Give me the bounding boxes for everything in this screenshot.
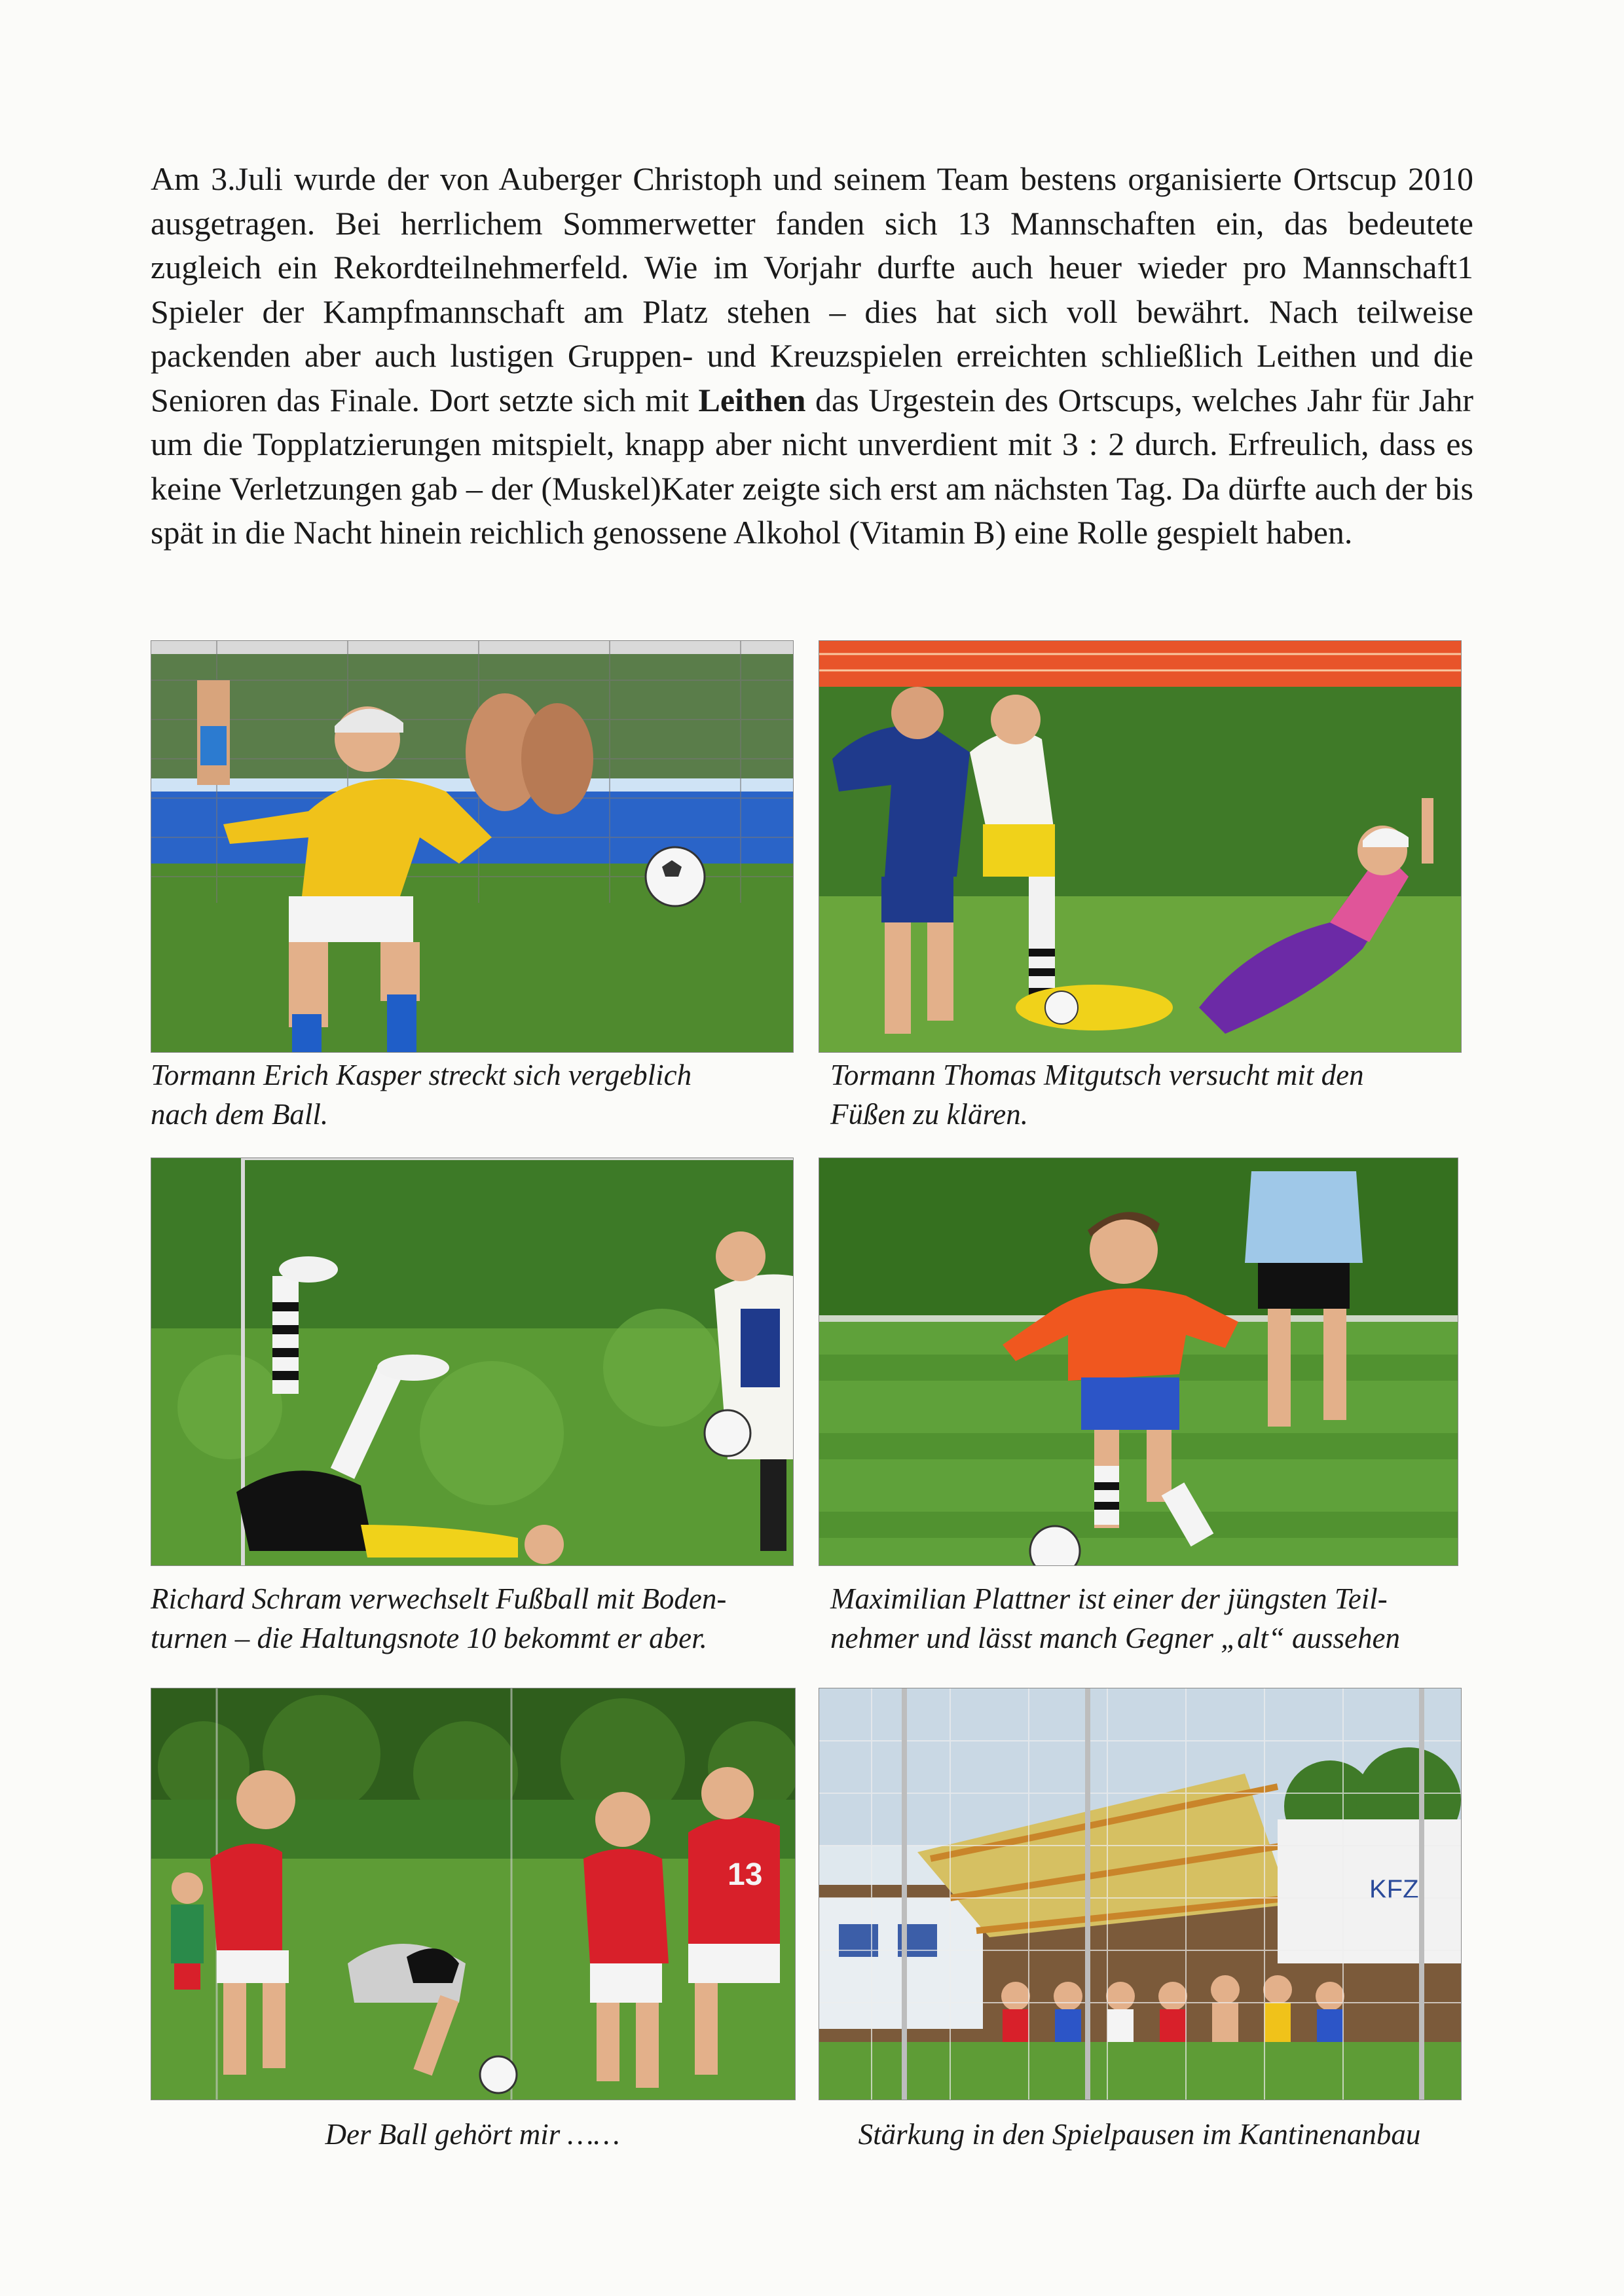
photo-goalkeeper-mitgutsch [819, 640, 1462, 1053]
intro-paragraph [151, 157, 1473, 555]
caption-photo-3-line1: Richard Schram verwechselt Fußball mit Boden- [151, 1582, 727, 1615]
intro-text-part1: Am 3.Juli wurde der von Auberger Christoph und seinem Team bestens organisierte Ortscup 2010 ausgetragen. Bei herrlichem Sommerwetter fanden sich 13 Mannschaften ein, das bedeutete zugleich ein Rekordteilnehmerfeld. Wie im Vorjahr durfte auch heuer wieder pro Mannschaft1 Spieler der Kampfmannschaft am Platz stehen – dies hat sich voll bewährt. Nach teilweise packenden aber auch lustigen Gruppen- und Kreuzspielen erreichten schließlich Leithen und die Senioren das Finale. Dort setzte sich mit [151, 160, 1473, 418]
caption-photo-5 [151, 2115, 794, 2154]
caption-photo-5-line1: Der Ball gehört mir …… [325, 2118, 620, 2151]
caption-photo-1 [151, 1055, 792, 1134]
photo-goalkeeper-kasper [151, 640, 794, 1053]
photo-kantinenanbau [819, 1688, 1462, 2100]
intro-bold-name: Leithen [698, 381, 806, 418]
caption-photo-4-line2: nehmer und lässt manch Gegner „alt“ aussehen [830, 1622, 1400, 1654]
caption-photo-2-line1: Tormann Thomas Mitgutsch versucht mit den [830, 1059, 1364, 1091]
photo-richard-schram [151, 1157, 794, 1566]
caption-photo-1-line2: nach dem Ball. [151, 1098, 329, 1131]
caption-photo-4 [830, 1579, 1472, 1658]
caption-photo-4-line1: Maximilian Plattner ist einer der jüngsten Teil- [830, 1582, 1388, 1615]
caption-photo-2 [830, 1055, 1472, 1134]
caption-photo-3-line2: turnen – die Haltungsnote 10 bekommt er aber. [151, 1622, 707, 1654]
caption-photo-1-line1: Tormann Erich Kasper streckt sich vergeblich [151, 1059, 692, 1091]
caption-photo-3 [151, 1579, 792, 1658]
photo-ball-gehoert-mir [151, 1688, 796, 2100]
caption-photo-6-line1: Stärkung in den Spielpausen im Kantinenanbau [858, 2118, 1421, 2151]
caption-photo-6 [819, 2115, 1460, 2154]
caption-photo-2-line2: Füßen zu klären. [830, 1098, 1029, 1131]
intro-text-part2: das Urgestein des Ortscups, welches Jahr für Jahr um die Topplatzierungen mitspielt, knapp aber nicht unverdient mit 3 : 2 durch. Erfreulich, dass es keine Verletzungen gab – der (Muskel)Kater zeigte sich erst am nächsten Tag. Da dürfte auch der bis spät in die Nacht hinein reichlich genossene Alkohol (Vitamin B) eine Rolle gespielt haben. [151, 381, 1473, 551]
svg-text:13: 13 [728, 1857, 763, 1892]
photo-maximilian-plattner [819, 1157, 1458, 1566]
svg-text:KFZ: KFZ [1369, 1875, 1419, 1904]
